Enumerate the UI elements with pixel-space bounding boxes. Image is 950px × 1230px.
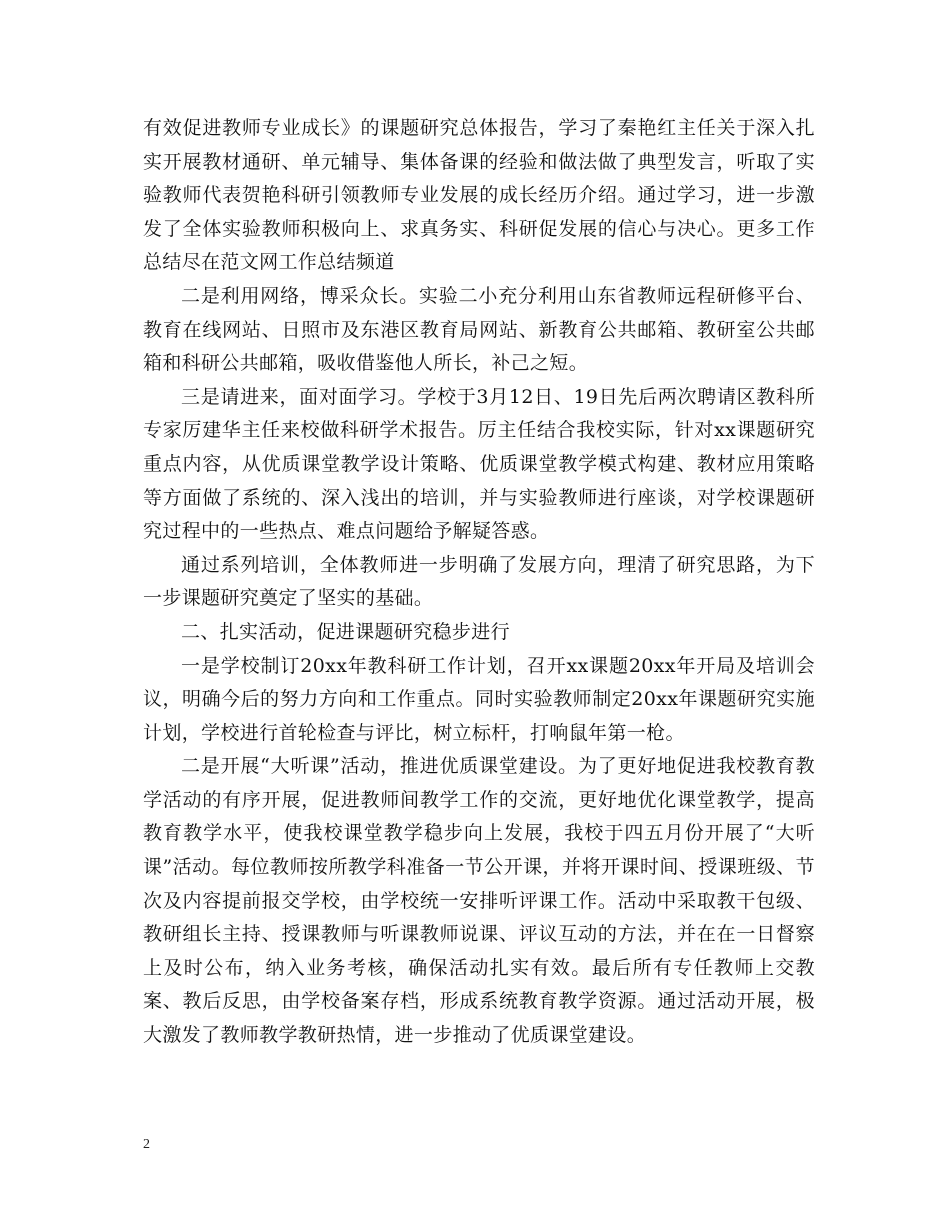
- paragraph-6: 一是学校制订20xx年教科研工作计划，召开xx课题20xx年开局及培训会议，明确今后的努力方向和工作重点。同时实验教师制定20xx年课题研究实施计划，学校进行首轮检查与评比，树立标杆，打响鼠年第一枪。: [143, 654, 815, 744]
- paragraph-7: 二是开展“大听课”活动，推进优质课堂建设。为了更好地促进我校教育教学活动的有序开展，促进教师间教学工作的交流，更好地优化课堂教学，提高教育教学水平，使我校课堂教学稳步向上发展，我校于四五月份开展了“大听课”活动。每位教师按所教学科准备一节公开课，并将开课时间、授课班级、节次及内容提前报交学校，由学校统一安排听评课工作。活动中采取教干包级、教研组长主持、授课教师与听课教师说课、评议互动的方法，并在在一日督察上及时公布，纳入业务考核，确保活动扎实有效。最后所有专任教师上交教案、教后反思，由学校备案存档，形成系统教育教学资源。通过活动开展，极大激发了教师教学教研热情，进一步推动了优质课堂建设。: [143, 755, 815, 1047]
- paragraph-3: 三是请进来，面对面学习。学校于3月12日、19日先后两次聘请区教科所专家厉建华主任来校做科研学术报告。厉主任结合我校实际，针对xx课题研究重点内容，从优质课堂教学设计策略、优质课堂教学模式构建、教材应用策略等方面做了系统的、深入浅出的培训，并与实验教师进行座谈，对学校课题研究过程中的一些热点、难点问题给予解疑答惑。: [143, 385, 815, 543]
- paragraph-2: 二是利用网络，博采众长。实验二小充分利用山东省教师远程研修平台、教育在线网站、日照市及东港区教育局网站、新教育公共邮箱、教研室公共邮箱和科研公共邮箱，吸收借鉴他人所长，补己之短。: [143, 284, 815, 375]
- page-number: 2: [143, 1137, 150, 1152]
- paragraph-4: 通过系列培训，全体教师进一步明确了发展方向，理清了研究思路，为下一步课题研究奠定了坚实的基础。: [143, 553, 815, 610]
- section-heading: 二、扎实活动，促进课题研究稳步进行: [181, 620, 510, 643]
- paragraph-1: 有效促进教师专业成长》的课题研究总体报告，学习了秦艳红主任关于深入扎实开展教材通研、单元辅导、集体备课的经验和做法做了典型发言，听取了实验教师代表贺艳科研引领教师专业发展的成长经历介绍。通过学习，进一步激发了全体实验教师积极向上、求真务实、科研促发展的信心与决心。更多工作总结尽在范文网工作总结频道: [143, 117, 815, 274]
- document-body: [143, 112, 815, 1053]
